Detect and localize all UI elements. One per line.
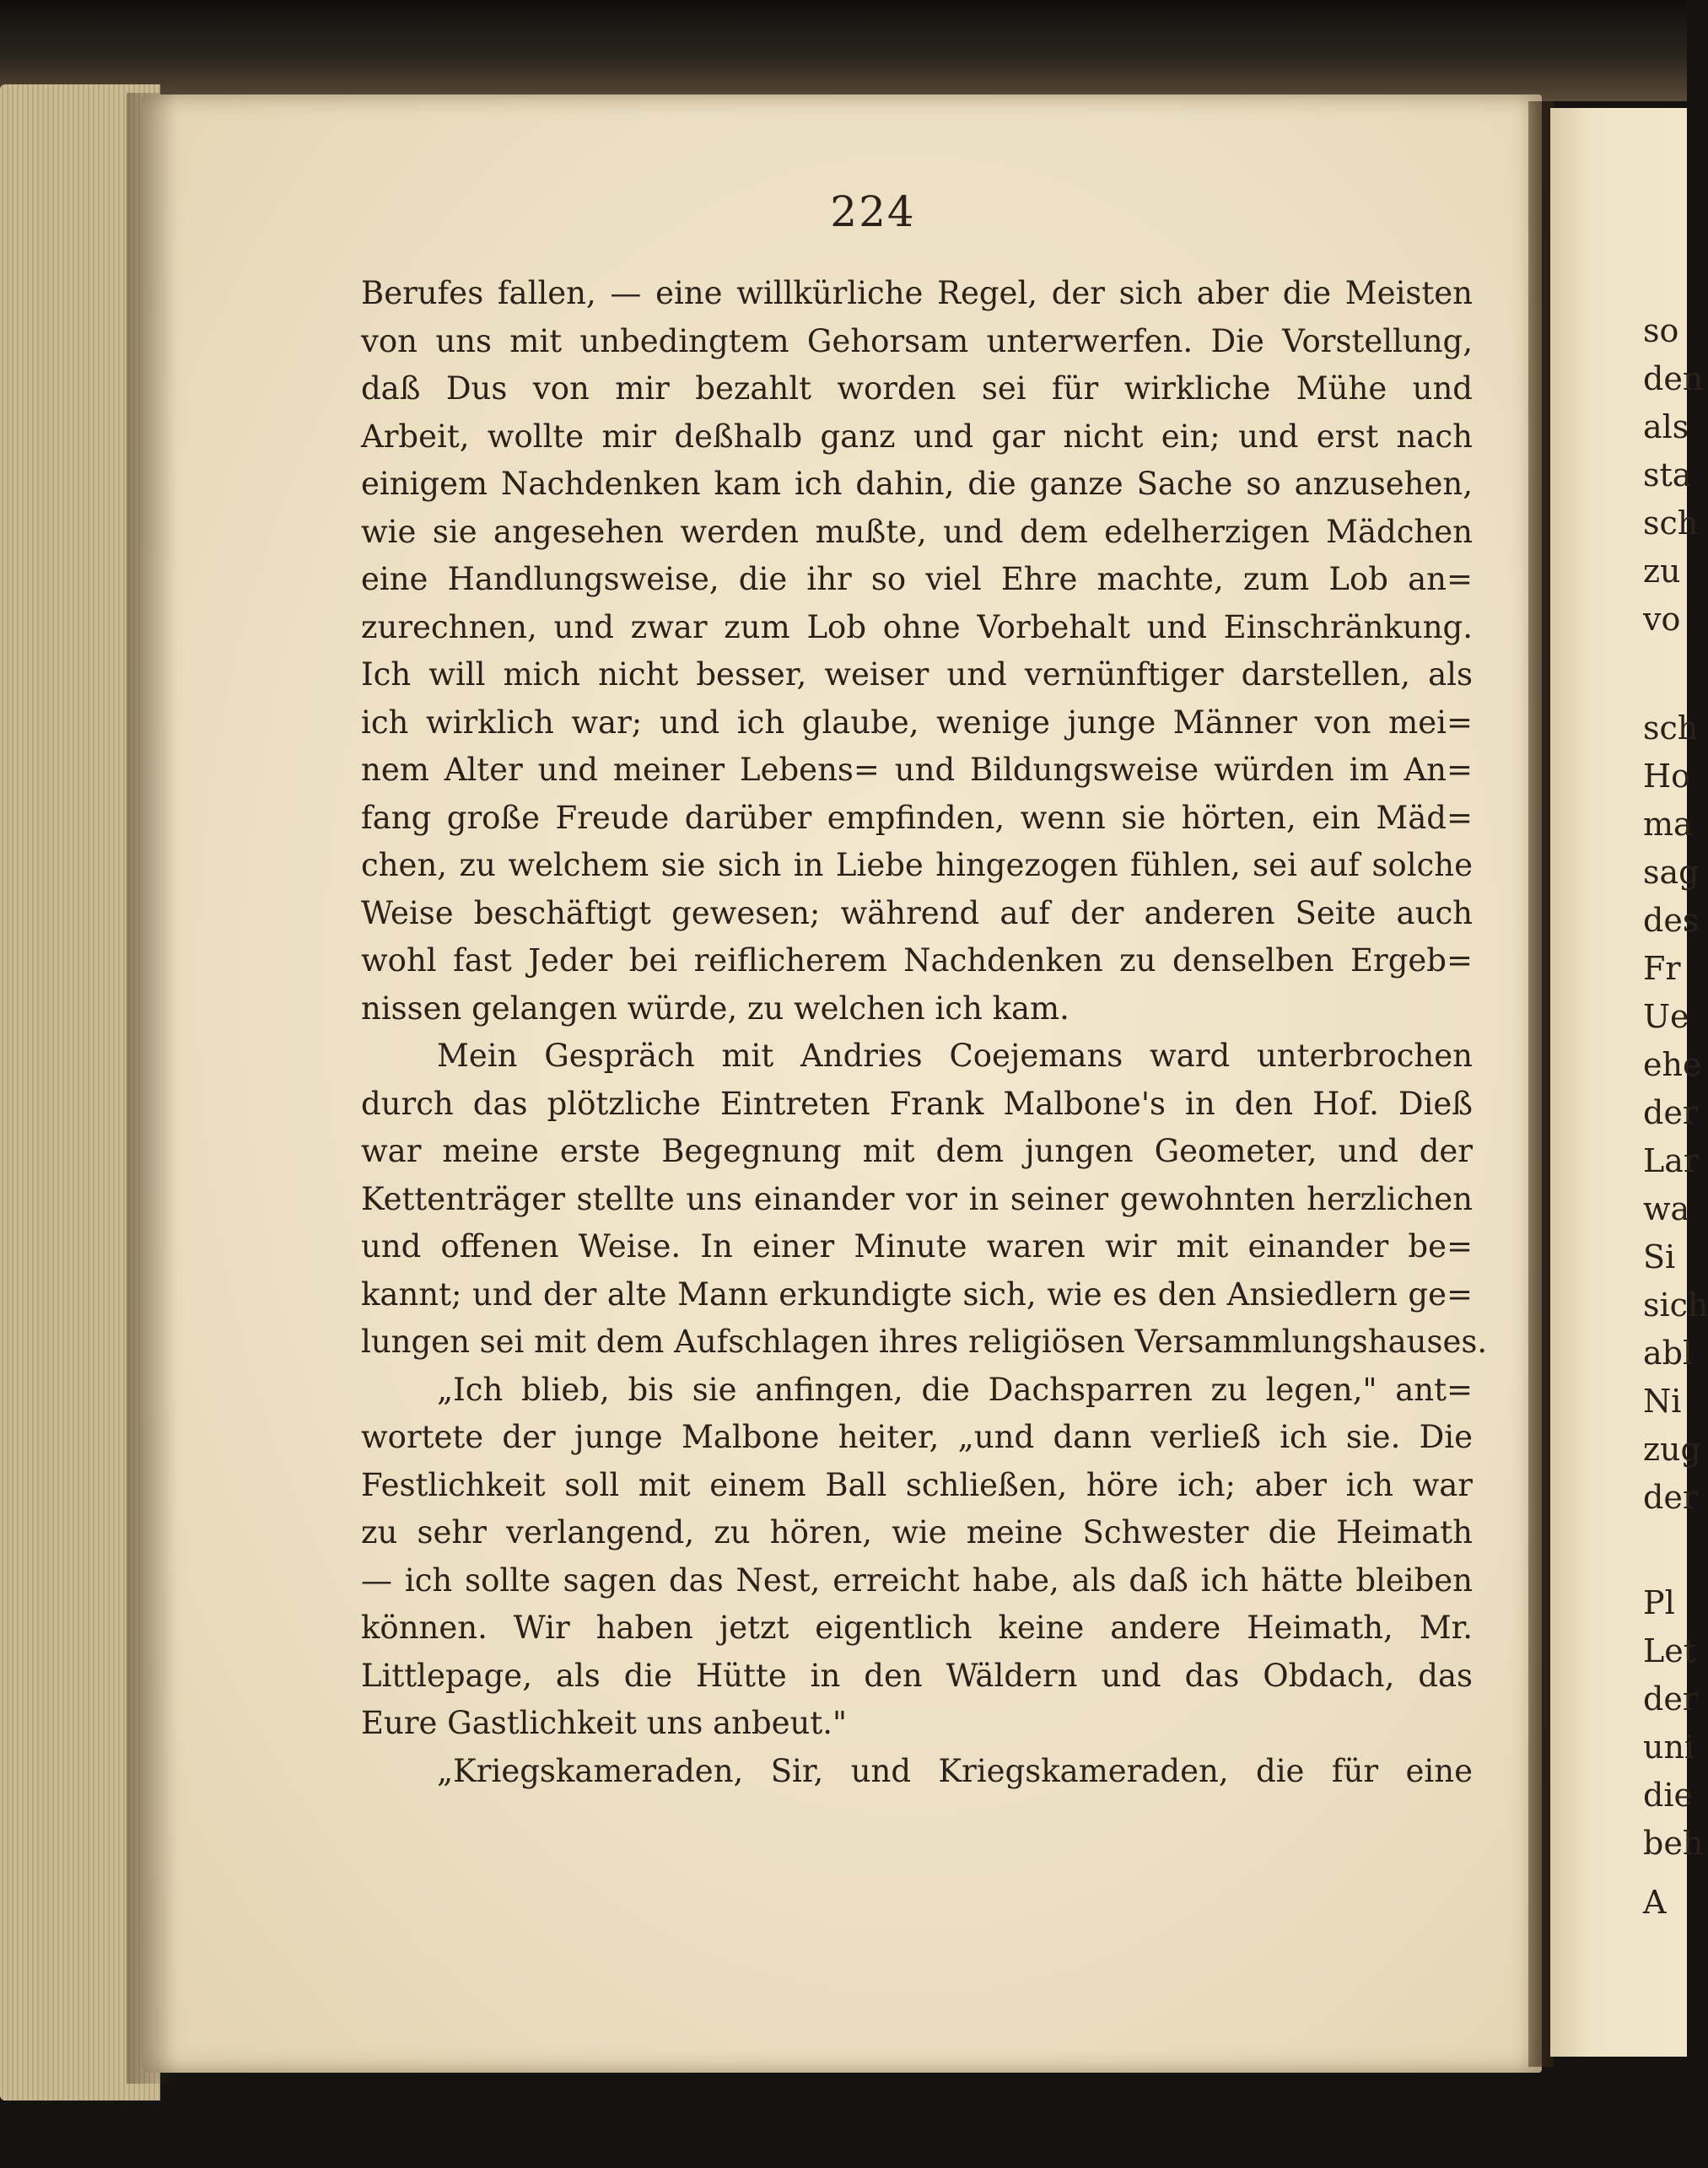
facing-text-fragment: der — [1643, 1680, 1698, 1718]
facing-text-fragment: sch — [1643, 709, 1699, 747]
text-line: Ich will mich nicht besser, weiser und vernünftiger darstellen, als — [361, 656, 1473, 693]
facing-text-fragment: beh — [1643, 1825, 1704, 1862]
facing-text-fragment: zug — [1643, 1431, 1701, 1468]
facing-text-fragment: Ni — [1643, 1383, 1682, 1420]
facing-text-fragment: den — [1643, 360, 1704, 397]
text-line: daß Dus von mir bezahlt worden sei für wirkliche Mühe und — [361, 370, 1473, 407]
facing-text-fragment: uni — [1643, 1728, 1695, 1766]
text-line: wohl fast Jeder bei reiflicherem Nachdenken zu denselben Ergeb= — [361, 942, 1473, 979]
text-line: Eure Gastlichkeit uns anbeut." — [361, 1705, 848, 1741]
facing-text-fragment: wa — [1643, 1190, 1690, 1227]
facing-text-fragment: sag — [1643, 854, 1700, 891]
text-line: und offenen Weise. In einer Minute waren wir mit einander be= — [361, 1228, 1473, 1265]
facing-text-fragment: Pl — [1643, 1584, 1675, 1621]
text-line: von uns mit unbedingtem Gehorsam unterwerfen. Die Vorstellung, — [361, 322, 1473, 359]
facing-text-fragment: Let — [1643, 1632, 1696, 1669]
facing-text-fragment: Fr — [1643, 950, 1681, 987]
facing-text-fragment: abl — [1643, 1335, 1694, 1372]
text-line: nem Alter und meiner Lebens= und Bildungsweise würden im An= — [361, 752, 1473, 788]
text-line: „Kriegskameraden, Sir, und Kriegskameraden, die für eine — [437, 1752, 1473, 1789]
text-line: Festlichkeit soll mit einem Ball schließen, höre ich; aber ich war — [361, 1466, 1473, 1503]
facing-text-fragment: so — [1643, 312, 1679, 349]
text-line: fang große Freude darüber empfinden, wenn sie hörten, ein Mäd= — [361, 799, 1473, 836]
text-line: war meine erste Begegnung mit dem jungen Geometer, und der — [361, 1133, 1473, 1169]
text-line: Mein Gespräch mit Andries Coejemans ward unterbrochen — [437, 1038, 1473, 1074]
text-line: zurechnen, und zwar zum Lob ohne Vorbehalt und Einschränkung. — [361, 608, 1473, 645]
text-line: wortete der junge Malbone heiter, „und dann verließ ich sie. Die — [361, 1419, 1473, 1455]
facing-text-fragment: Ue — [1643, 998, 1689, 1035]
page-shadow — [127, 93, 177, 2084]
facing-text-fragment: zu — [1643, 553, 1681, 590]
text-line: eine Handlungsweise, die ihr so viel Ehre machte, zum Lob an= — [361, 561, 1473, 597]
text-line: Arbeit, wollte mir deßhalb ganz und gar nicht ein; und erst nach — [361, 418, 1473, 455]
text-line: ich wirklich war; und ich glaube, wenige junge Männer von mei= — [361, 704, 1473, 741]
facing-text-fragment: vo — [1643, 601, 1681, 638]
text-line: lungen sei mit dem Aufschlagen ihres religiösen Versammlungshauses. — [361, 1324, 1488, 1360]
facing-text-fragment: der — [1643, 1479, 1698, 1516]
facing-text-fragment: Lar — [1643, 1142, 1700, 1179]
text-line: kannt; und der alte Mann erkundigte sich, wie es den Ansiedlern ge= — [361, 1275, 1473, 1313]
text-line: Berufes fallen, — eine willkürliche Regel, der sich aber die Meisten — [361, 275, 1473, 311]
facing-text-fragment: der — [1643, 1094, 1698, 1131]
body-text — [361, 270, 1488, 1795]
text-line: Weise beschäftigt gewesen; während auf der anderen Seite auch — [361, 894, 1473, 931]
facing-text-fragment: ma — [1643, 806, 1693, 843]
facing-text-fragment: die — [1643, 1777, 1693, 1814]
text-line: können. Wir haben jetzt eigentlich keine andere Heimath, Mr. — [361, 1610, 1473, 1646]
facing-text-fragment: als — [1643, 408, 1689, 445]
facing-text-fragment: ehe — [1643, 1046, 1702, 1083]
facing-text-fragment: Si — [1643, 1238, 1676, 1275]
text-line: Kettenträger stellte uns einander vor in seiner gewohnten herzlichen — [361, 1180, 1473, 1217]
book-cover-edge — [0, 0, 1687, 101]
facing-text-fragment: Ho — [1643, 758, 1691, 795]
facing-text-fragment: A — [1643, 1884, 1667, 1921]
text-line: einigem Nachdenken kam ich dahin, die ganze Sache so anzusehen, — [361, 466, 1473, 502]
text-line: — ich sollte sagen das Nest, erreicht habe, als daß ich hätte bleiben — [361, 1561, 1473, 1599]
page-number: 224 — [830, 187, 916, 236]
text-line: „Ich blieb, bis sie anfingen, die Dachsparren zu legen," ant= — [437, 1371, 1473, 1408]
facing-text-fragment: sich — [1643, 1286, 1708, 1324]
text-line: Littlepage, als die Hütte in den Wäldern und das Obdach, das — [361, 1657, 1473, 1694]
text-line: nissen gelangen würde, zu welchen ich kam. — [361, 990, 1070, 1027]
facing-text-fragment: des — [1643, 902, 1700, 939]
text-line: chen, zu welchem sie sich in Liebe hingezogen fühlen, sei auf solche — [361, 847, 1473, 883]
text-line: durch das plötzliche Eintreten Frank Malbone's in den Hof. Dieß — [361, 1085, 1473, 1122]
facing-text-fragment: sch — [1643, 504, 1699, 542]
text-line: zu sehr verlangend, zu hören, wie meine Schwester die Heimath — [361, 1514, 1473, 1550]
facing-text-fragment: sta — [1643, 456, 1692, 493]
facing-page-fragment — [1550, 108, 1708, 2057]
text-line: wie sie angesehen werden mußte, und dem edelherzigen Mädchen — [361, 513, 1473, 550]
